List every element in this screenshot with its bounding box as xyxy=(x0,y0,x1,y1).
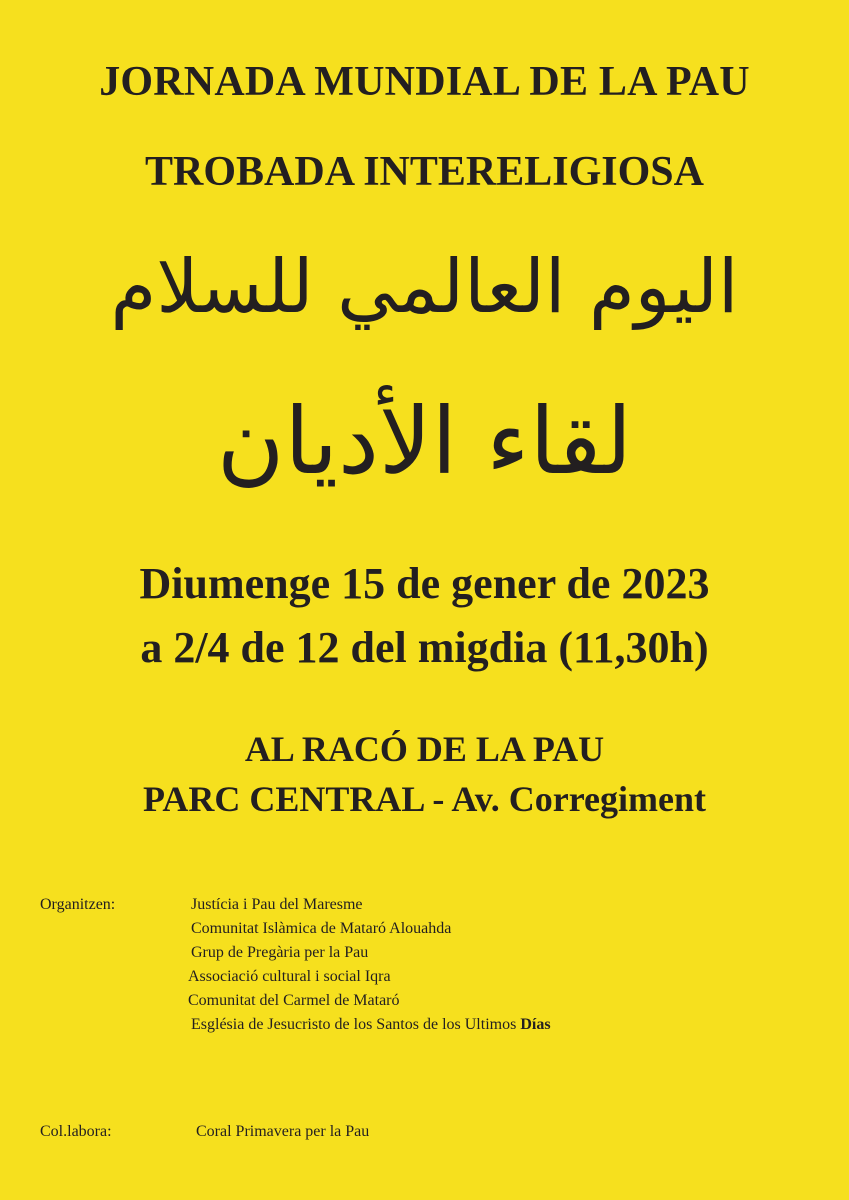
organizer-item: Comunitat del Carmel de Mataró xyxy=(188,992,400,1009)
event-time: a 2/4 de 12 del migdia (11,30h) xyxy=(140,623,709,672)
organizers-list xyxy=(188,895,551,1039)
organizer-item-text: Església de Jesucristo de los Santos de los Ultimos xyxy=(191,1016,521,1033)
organizer-bold-word: Días xyxy=(520,1016,551,1033)
collaborator-name: Coral Primavera per la Pau xyxy=(196,1123,370,1140)
organizers-label: Organitzen: xyxy=(40,896,116,913)
organizer-item: Justícia i Pau del Maresme xyxy=(191,896,363,913)
collaborators-label: Col.labora: xyxy=(40,1123,112,1140)
event-subtitle: TROBADA INTERELIGIOSA xyxy=(145,149,704,195)
organizer-item: Associació cultural i social Iqra xyxy=(188,968,391,985)
event-venue: AL RACÓ DE LA PAU xyxy=(244,729,605,769)
organizer-item: Comunitat Islàmica de Mataró Alouahda xyxy=(191,920,452,937)
arabic-title: اليوم العالمي للسلام xyxy=(110,244,739,330)
organizer-item-last xyxy=(191,1015,551,1039)
event-date: Diumenge 15 de gener de 2023 xyxy=(139,559,710,608)
event-address: PARC CENTRAL - Av. Corregiment xyxy=(143,779,706,819)
event-title: JORNADA MUNDIAL DE LA PAU xyxy=(99,59,750,105)
organizer-item: Grup de Pregària per la Pau xyxy=(191,944,369,961)
arabic-subtitle: لقاء الأديان xyxy=(216,388,633,495)
